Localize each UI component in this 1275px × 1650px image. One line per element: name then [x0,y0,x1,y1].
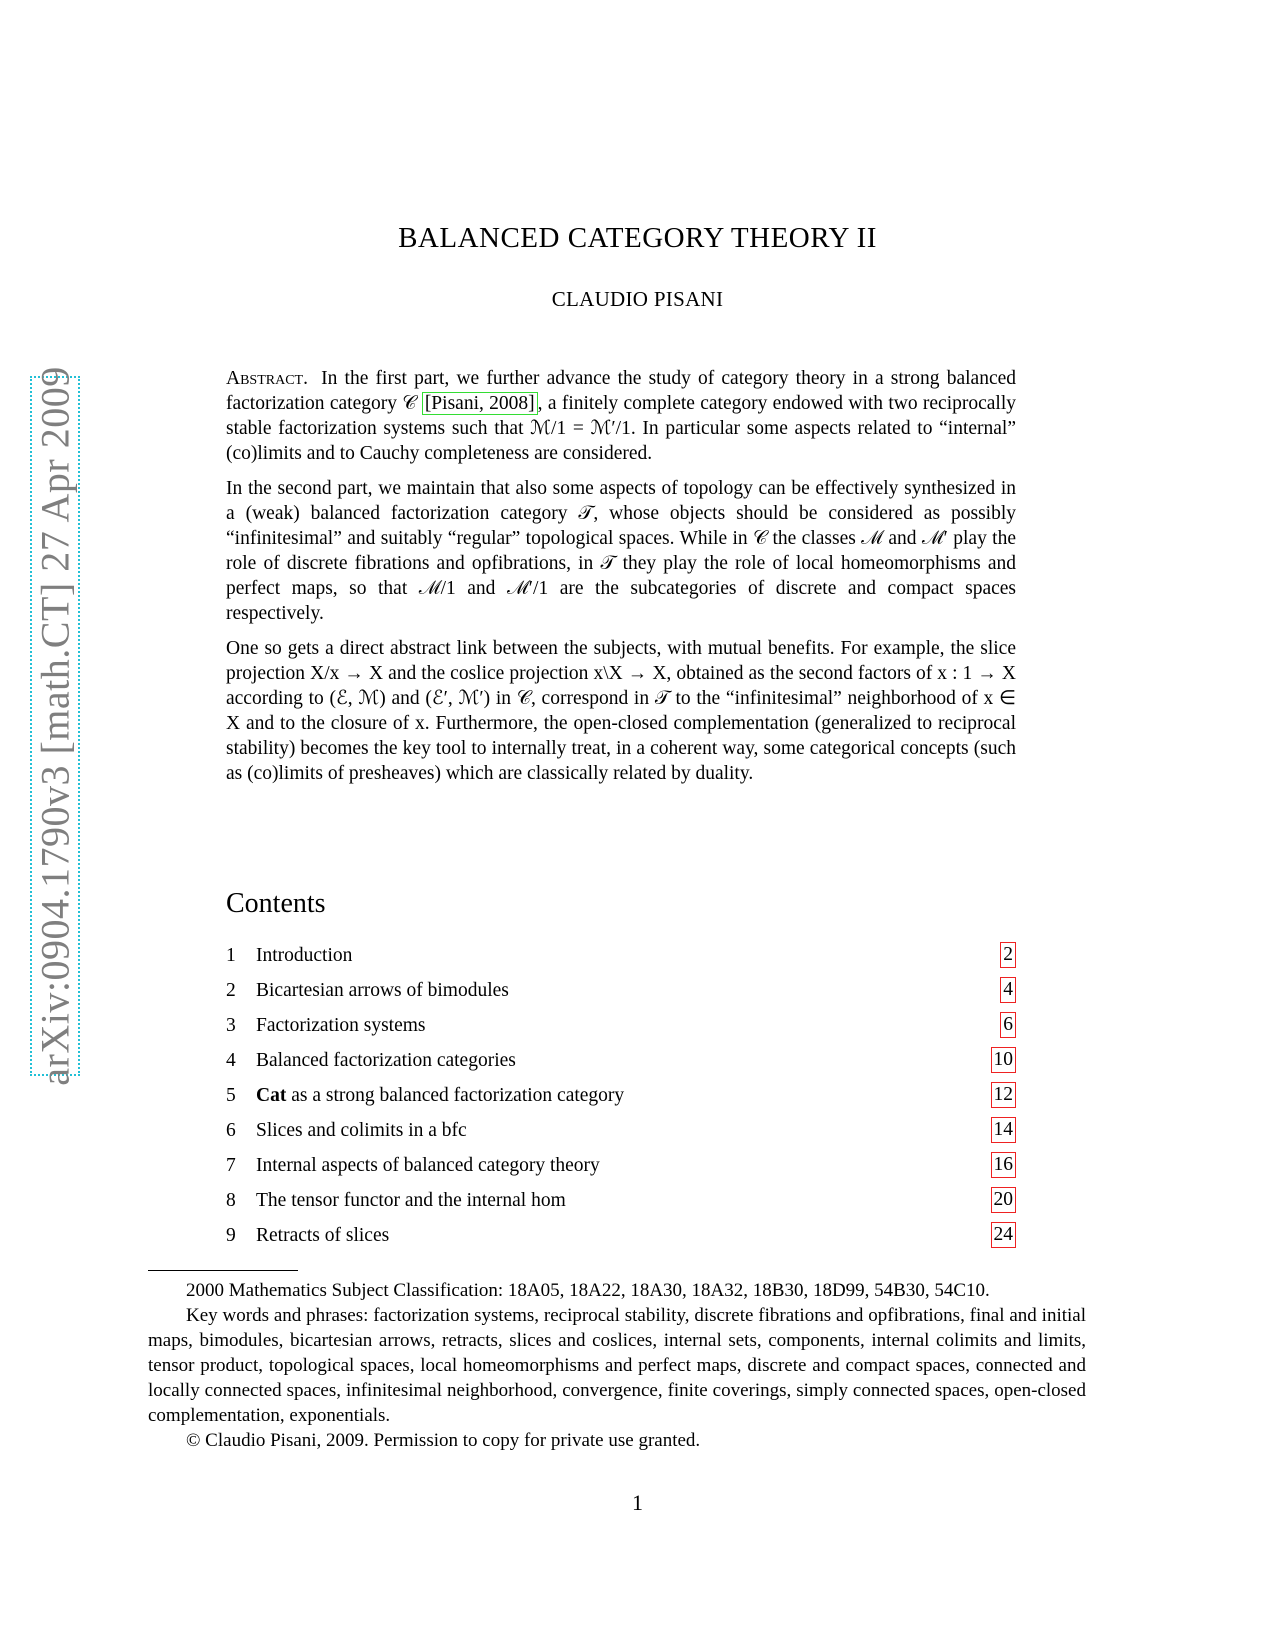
toc-number: 1 [226,945,236,966]
toc-page-link[interactable]: 2 [1000,942,1016,968]
table-of-contents [226,945,1016,1260]
abstract-p1-text-a: In the first part, we further advance the study of category theory in a strong balanced factorization category 𝒞 [226,368,1017,414]
toc-entry-8 [226,1190,1016,1225]
toc-entry-1 [226,945,1016,980]
toc-page-link[interactable]: 16 [991,1152,1017,1178]
toc-title: Bicartesian arrows of bimodules [256,980,509,1001]
toc-title: Slices and colimits in a bfc [256,1120,467,1141]
toc-page-link[interactable]: 14 [991,1117,1017,1143]
toc-number: 8 [226,1190,236,1211]
toc-title: Factorization systems [256,1015,426,1036]
abstract-paragraph-3: One so gets a direct abstract link between the subjects, with mutual benefits. For example, the slice projection X/x → X and the coslice projection x\X → X, obtained as the second factors of x : 1 → X according to (ℰ, ℳ) and (ℰ′, ℳ′) in 𝒞, correspond in 𝒯 to the “infinitesimal” neighborhood of x ∈ X and to the closure of x. Furthermore, the open-closed complementation (generalized to reciprocal stability) becomes the key tool to internally treat, in a coherent way, some categorical concepts (such as (co)limits of presheaves) which are classically related by duality. [226,638,1016,784]
paper-title: BALANCED CATEGORY THEORY II [398,222,877,254]
footnote-rule [148,1270,298,1271]
toc-number: 7 [226,1155,236,1176]
paper-author: CLAUDIO PISANI [551,287,724,311]
footnote-copyright: © Claudio Pisani, 2009. Permission to copy for private use granted. [186,1430,701,1451]
toc-entry-3 [226,1015,1016,1050]
toc-title [256,1085,624,1107]
toc-entry-2 [226,980,1016,1015]
toc-page-link[interactable]: 20 [991,1187,1017,1213]
abstract-p1-text-b: , a finitely complete category endowed with two reciprocally stable factorization systems such that ℳ/1 = ℳ′/1. In particular some aspects related to “internal” (co)limits and to Cauchy completeness are considered. [226,393,1017,464]
arxiv-stamp[interactable] [30,366,80,1086]
toc-number: 5 [226,1085,236,1106]
toc-entry-7 [226,1155,1016,1190]
toc-title: Retracts of slices [256,1225,390,1246]
toc-number: 4 [226,1050,236,1071]
toc-number: 3 [226,1015,236,1036]
toc-page-link[interactable]: 24 [991,1222,1017,1248]
toc-entry-5 [226,1085,1016,1120]
toc-title: The tensor functor and the internal hom [256,1190,566,1211]
citation-link[interactable]: [Pisani, 2008] [422,392,538,415]
toc-title: Internal aspects of balanced category theory [256,1155,600,1176]
toc-page-link[interactable]: 4 [1000,977,1016,1003]
toc-page-link[interactable]: 12 [991,1082,1017,1108]
contents-heading: Contents [226,888,326,919]
toc-page-link[interactable]: 10 [991,1047,1017,1073]
toc-entry-4 [226,1050,1016,1085]
footnote-keywords: Key words and phrases: factorization systems, reciprocal stability, discrete fibrations and opfibrations, final and initial maps, bimodules, bicartesian arrows, retracts, slices and coslices, internal sets, components, internal colimits and limits, tensor product, topological spaces, local homeomorphisms and perfect maps, discrete and compact spaces, connected and locally connected spaces, infinitesimal neighborhood, convergence, finite coverings, simply connected spaces, open-closed complementation, exponentials. [148,1305,1086,1426]
toc-number: 2 [226,980,236,1001]
abstract-heading: Abstract. [226,368,308,389]
page-number: 1 [632,1490,643,1515]
toc-title: Balanced factorization categories [256,1050,516,1071]
toc-entry-9 [226,1225,1016,1260]
toc-number: 9 [226,1225,236,1246]
toc-entry-6 [226,1120,1016,1155]
toc-title: Introduction [256,945,353,966]
abstract-paragraph-1 [226,366,1016,466]
toc-title-rest: as a strong balanced factorization category [291,1085,625,1106]
footnotes [148,1278,1086,1453]
arxiv-stamp-text: arXiv:0904.1790v3 [math.CT] 27 Apr 2009 [32,366,78,1086]
toc-number: 6 [226,1120,236,1141]
toc-page-link[interactable]: 6 [1000,1012,1016,1038]
footnote-msc: 2000 Mathematics Subject Classification: 18A05, 18A22, 18A30, 18A32, 18B30, 18D99, 54B30, 54C10. [186,1280,990,1301]
abstract-paragraph-2: In the second part, we maintain that also some aspects of topology can be effectively synthesized in a (weak) balanced factorization category 𝒯, whose objects should be considered as possibly “infinitesimal” and suitably “regular” topological spaces. While in 𝒞 the classes ℳ and ℳ′ play the role of discrete fibrations and opfibrations, in 𝒯 they play the role of local homeomorphisms and perfect maps, so that ℳ/1 and ℳ′/1 are the subcategories of discrete and compact spaces respectively. [226,478,1016,624]
toc-title-bold: Cat [256,1085,287,1106]
abstract [226,366,1016,796]
